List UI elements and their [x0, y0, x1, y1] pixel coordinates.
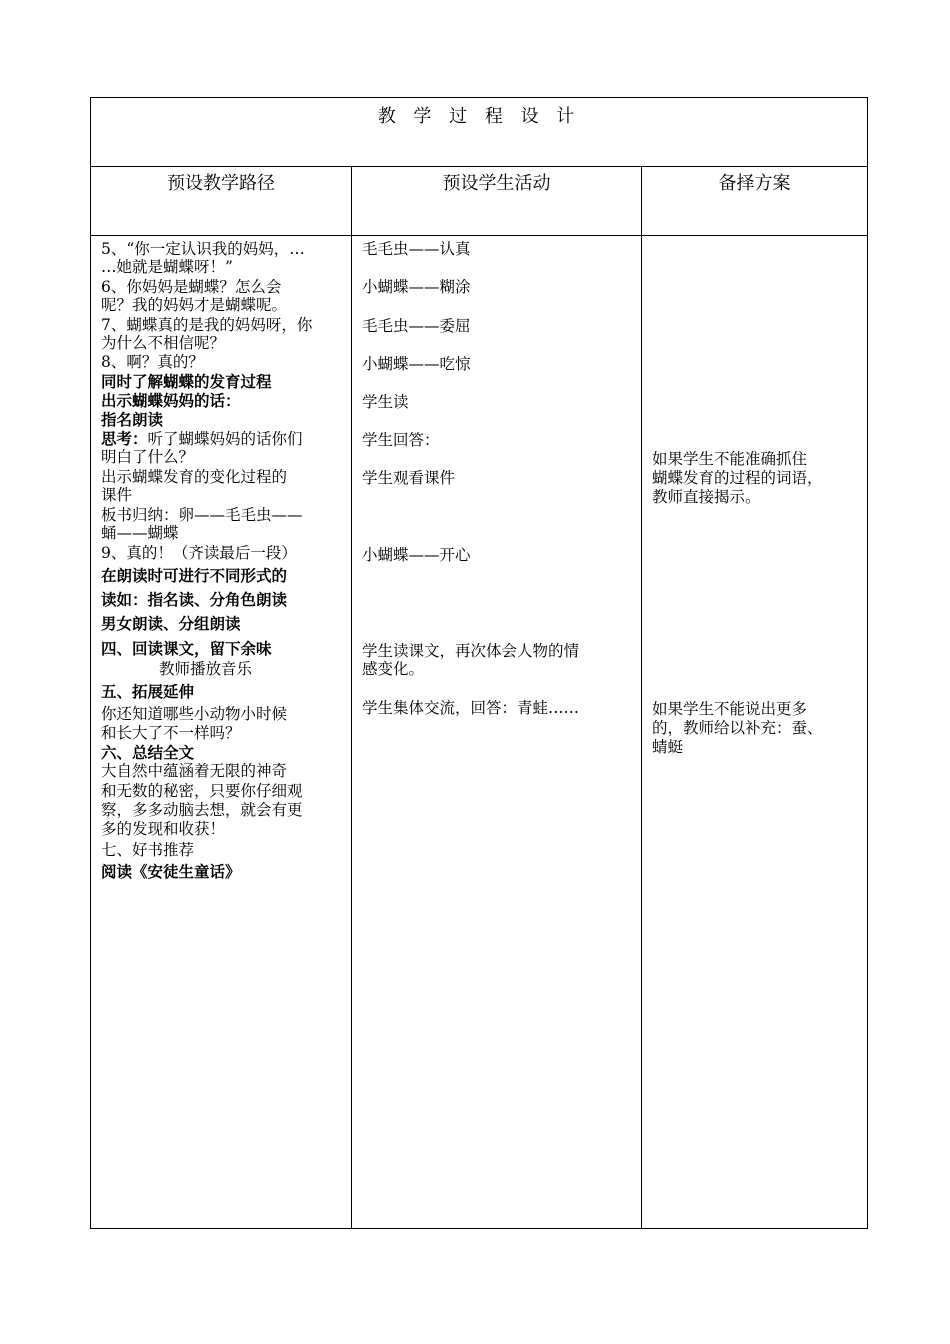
text-line: 多的发现和收获！: [101, 820, 226, 838]
text-line: 毛毛虫——委屈: [362, 317, 471, 335]
table-title: 教 学 过 程 设 计: [377, 106, 581, 127]
text-line: 小蝴蝶——糊涂: [362, 278, 471, 296]
text-line: 毛毛虫——认真: [362, 240, 471, 258]
text-line: 七、好书推荐: [101, 841, 195, 859]
text-line: 四、回读课文，留下余味: [101, 640, 272, 658]
text-line: 小蝴蝶——吃惊: [362, 355, 471, 373]
text-line: 9、真的！（齐读最后一段）: [101, 544, 297, 562]
table-title-row: [91, 98, 867, 167]
text-line: 教师直接揭示。: [652, 488, 761, 506]
text-line: 蜻蜓: [652, 738, 684, 756]
text-line: 教师播放音乐: [159, 660, 253, 678]
text-line: 和长大了不一样吗？: [101, 724, 241, 742]
text-line: 和无数的秘密，只要你仔细观: [101, 782, 303, 800]
text-line: 出示蝴蝶发育的变化过程的: [101, 468, 288, 486]
text-line: 6、你妈妈是蝴蝶？怎么会: [101, 278, 282, 296]
text-line: 蝴蝶发育的过程的词语，: [652, 469, 823, 487]
text-line: 明白了什么？: [101, 448, 195, 466]
text-line: 如果学生不能准确抓住: [652, 450, 808, 468]
text-line: 5、“你一定认识我的妈妈，…: [101, 240, 305, 258]
text-line: 同时了解蝴蝶的发育过程: [101, 373, 272, 391]
text-line: 男女朗读、分组朗读: [101, 615, 241, 633]
text-line: 在朗读时可进行不同形式的: [101, 567, 288, 585]
text-line: 的，教师给以补充：蚕、: [652, 719, 823, 737]
lesson-design-table: [90, 97, 868, 1229]
text-line: 学生观看课件: [362, 469, 456, 487]
text-line: …她就是蝴蝶呀！”: [101, 258, 233, 276]
text-line: 板书归纳：卵——毛毛虫——: [101, 506, 303, 524]
text-line: 大自然中蕴涵着无限的神奇: [101, 762, 288, 780]
text-line: 出示蝴蝶妈妈的话：: [101, 392, 241, 410]
text-line: 学生读: [362, 393, 409, 411]
text-line: 六、总结全文: [101, 744, 195, 762]
text-line: 8、啊？真的？: [101, 353, 204, 371]
column-divider: [641, 167, 642, 1228]
text-line: 7、蝴蝶真的是我的妈妈呀，你: [101, 316, 313, 334]
text-line: 学生集体交流，回答：青蛙……: [362, 699, 580, 717]
table-header-row: [91, 167, 867, 236]
header-teaching-path: 预设教学路径: [167, 173, 275, 194]
text-line: 指名朗读: [101, 411, 164, 429]
text-line: 为什么不相信呢？: [101, 334, 226, 352]
header-student-activity: 预设学生活动: [442, 173, 551, 194]
text-line: 读如：指名读、分角色朗读: [101, 591, 288, 609]
text-line: 如果学生不能说出更多: [652, 700, 808, 718]
header-alternative-plan: 备择方案: [718, 173, 791, 194]
text-line: 学生读课文，再次体会人物的情: [362, 642, 580, 660]
column-divider: [351, 167, 352, 1228]
text-line: 你还知道哪些小动物小时候: [101, 705, 288, 723]
text-line: 蛹——蝴蝶: [101, 524, 179, 542]
text-line: 阅读《安徒生童话》: [101, 863, 241, 881]
text-line: 小蝴蝶——开心: [362, 546, 471, 564]
text-line: 课件: [101, 486, 133, 504]
text-line: 呢？我的妈妈才是蝴蝶呢。: [101, 296, 288, 314]
text-line: 思考：听了蝴蝶妈妈的话你们: [101, 430, 303, 448]
text-line: 五、拓展延伸: [101, 683, 195, 701]
text-line: 学生回答：: [362, 431, 440, 449]
text-line: 感变化。: [362, 660, 425, 678]
text-line: 察，多多动脑去想，就会有更: [101, 801, 303, 819]
